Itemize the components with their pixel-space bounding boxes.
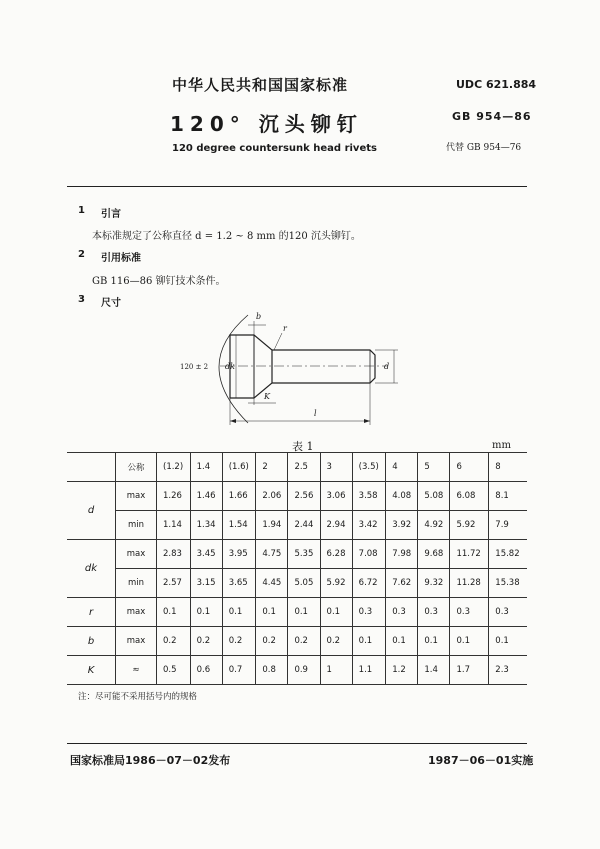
table-cell: 0.1 bbox=[157, 598, 191, 627]
section-2-text: GB 116—86 铆钉技术条件。 bbox=[92, 276, 226, 287]
issuing-country-standard-label: 中华人民共和国国家标准 bbox=[172, 76, 349, 94]
table-cell: 1 bbox=[320, 656, 352, 685]
row-symbol-r: r bbox=[67, 598, 116, 627]
table-cell: 0.2 bbox=[288, 627, 320, 656]
row-label: min bbox=[116, 569, 157, 598]
table-cell: 11.28 bbox=[450, 569, 489, 598]
table-cell: 5.05 bbox=[288, 569, 320, 598]
udc-code: UDC 621.884 bbox=[456, 78, 537, 91]
table-cell: 0.9 bbox=[288, 656, 320, 685]
table-header-row bbox=[67, 453, 527, 482]
table-cell: 4.92 bbox=[418, 511, 450, 540]
table-cell: 15.82 bbox=[489, 540, 527, 569]
table-row bbox=[67, 511, 527, 540]
table-cell: 1.26 bbox=[157, 482, 191, 511]
table-caption: 表 1 bbox=[292, 440, 314, 453]
table-cell: 0.5 bbox=[157, 656, 191, 685]
label-d: d bbox=[384, 362, 390, 371]
table-cell: 0.2 bbox=[190, 627, 222, 656]
table-cell: 2.44 bbox=[288, 511, 320, 540]
nominal-cell: 2 bbox=[256, 453, 288, 482]
table-cell: 1.14 bbox=[157, 511, 191, 540]
table-cell: 0.1 bbox=[222, 598, 256, 627]
section-2-title: 引用标准 bbox=[101, 253, 141, 264]
table-cell: 4.75 bbox=[256, 540, 288, 569]
label-K: K bbox=[264, 392, 270, 401]
rivet-head-outline bbox=[230, 335, 272, 398]
row-label: min bbox=[116, 511, 157, 540]
nominal-cell: 5 bbox=[418, 453, 450, 482]
row-label: max bbox=[116, 598, 157, 627]
table-cell: 0.1 bbox=[386, 627, 418, 656]
section-1-title: 引言 bbox=[101, 209, 121, 220]
nominal-cell: 4 bbox=[386, 453, 418, 482]
table-cell: 2.3 bbox=[489, 656, 527, 685]
table-row bbox=[67, 656, 527, 685]
table-cell: 15.38 bbox=[489, 569, 527, 598]
table-row bbox=[67, 598, 527, 627]
nominal-cell: (1.2) bbox=[157, 453, 191, 482]
label-l: l bbox=[314, 409, 317, 418]
table-cell: 3.45 bbox=[190, 540, 222, 569]
row-label: ≈ bbox=[116, 656, 157, 685]
table-cell: 0.3 bbox=[450, 598, 489, 627]
table-cell: 1.46 bbox=[190, 482, 222, 511]
table-cell: 3.65 bbox=[222, 569, 256, 598]
section-3-number: 3 bbox=[78, 294, 85, 305]
issue-date: 国家标准局1986－07－02发布 bbox=[70, 754, 231, 767]
table-cell: 1.54 bbox=[222, 511, 256, 540]
table-cell: 3.15 bbox=[190, 569, 222, 598]
document-title-cn: 120° 沉头铆钉 bbox=[170, 112, 363, 136]
table-cell: 0.1 bbox=[489, 627, 527, 656]
table-cell: 8.1 bbox=[489, 482, 527, 511]
nominal-cell: 8 bbox=[489, 453, 527, 482]
table-cell: 9.32 bbox=[418, 569, 450, 598]
gb-number: GB 954—86 bbox=[452, 110, 532, 123]
table-cell: 3.95 bbox=[222, 540, 256, 569]
table-cell: 5.92 bbox=[450, 511, 489, 540]
nominal-cell: 2.5 bbox=[288, 453, 320, 482]
table-cell: 3.58 bbox=[352, 482, 386, 511]
table-cell: 11.72 bbox=[450, 540, 489, 569]
table-cell: 6.28 bbox=[320, 540, 352, 569]
row-label: max bbox=[116, 482, 157, 511]
table-row bbox=[67, 540, 527, 569]
nominal-cell: 1.4 bbox=[190, 453, 222, 482]
effective-date: 1987－06－01实施 bbox=[428, 754, 534, 767]
table-cell: 0.1 bbox=[256, 598, 288, 627]
table-cell: 0.2 bbox=[320, 627, 352, 656]
table-cell: 2.83 bbox=[157, 540, 191, 569]
row-symbol-dk: dk bbox=[67, 540, 116, 598]
section-3-title: 尺寸 bbox=[101, 298, 121, 309]
nominal-cell: 3 bbox=[320, 453, 352, 482]
nominal-cell: (3.5) bbox=[352, 453, 386, 482]
row-symbol-b: b bbox=[67, 627, 116, 656]
table-cell: 0.1 bbox=[190, 598, 222, 627]
nominal-label: 公称 bbox=[116, 453, 157, 482]
table-cell: 7.08 bbox=[352, 540, 386, 569]
table-cell: 0.1 bbox=[450, 627, 489, 656]
footer-divider bbox=[67, 743, 527, 744]
table-cell: 2.56 bbox=[288, 482, 320, 511]
table-cell: 9.68 bbox=[418, 540, 450, 569]
table-cell: 0.1 bbox=[352, 627, 386, 656]
table-cell: 0.7 bbox=[222, 656, 256, 685]
table-cell: 2.94 bbox=[320, 511, 352, 540]
table-cell: 4.08 bbox=[386, 482, 418, 511]
table-cell: 0.3 bbox=[352, 598, 386, 627]
rivet-dimension-table bbox=[67, 452, 527, 685]
table-unit: mm bbox=[492, 440, 511, 451]
r-leader-line bbox=[274, 333, 282, 350]
table-cell: 7.62 bbox=[386, 569, 418, 598]
table-cell: 0.1 bbox=[418, 627, 450, 656]
table-cell: 6.72 bbox=[352, 569, 386, 598]
rivet-shank-outline bbox=[272, 350, 375, 383]
table-cell: 1.34 bbox=[190, 511, 222, 540]
table-cell: 0.2 bbox=[157, 627, 191, 656]
table-cell: 6.08 bbox=[450, 482, 489, 511]
section-1-text: 本标准规定了公称直径 d = 1.2 ~ 8 mm 的120 沉头铆钉。 bbox=[92, 231, 361, 242]
table-cell: 0.1 bbox=[288, 598, 320, 627]
section-2-number: 2 bbox=[78, 249, 85, 260]
section-1-number: 1 bbox=[78, 205, 85, 216]
table-note: 注：尽可能不采用括号内的规格 bbox=[78, 692, 198, 702]
table-cell: 1.1 bbox=[352, 656, 386, 685]
nominal-cell: 6 bbox=[450, 453, 489, 482]
row-label: max bbox=[116, 540, 157, 569]
table-cell: 0.3 bbox=[418, 598, 450, 627]
table-row bbox=[67, 569, 527, 598]
table-cell: 0.6 bbox=[190, 656, 222, 685]
table-cell: 2.06 bbox=[256, 482, 288, 511]
table-cell: 7.9 bbox=[489, 511, 527, 540]
table-cell: 0.3 bbox=[489, 598, 527, 627]
table-cell: 3.06 bbox=[320, 482, 352, 511]
replaces-standard: 代替 GB 954—76 bbox=[446, 143, 522, 153]
table-cell: 1.2 bbox=[386, 656, 418, 685]
document-title-en: 120 degree countersunk head rivets bbox=[172, 143, 377, 154]
table-cell: 0.3 bbox=[386, 598, 418, 627]
table-cell: 4.45 bbox=[256, 569, 288, 598]
table-cell: 0.2 bbox=[222, 627, 256, 656]
table-cell: 3.92 bbox=[386, 511, 418, 540]
table-cell: 2.57 bbox=[157, 569, 191, 598]
nominal-cell: (1.6) bbox=[222, 453, 256, 482]
table-cell: 0.1 bbox=[320, 598, 352, 627]
table-cell: 1.4 bbox=[418, 656, 450, 685]
row-symbol-K: K bbox=[67, 656, 116, 685]
table-cell: 5.08 bbox=[418, 482, 450, 511]
table-cell: 0.8 bbox=[256, 656, 288, 685]
table-row bbox=[67, 627, 527, 656]
table-cell: 1.66 bbox=[222, 482, 256, 511]
row-label: max bbox=[116, 627, 157, 656]
header-divider bbox=[67, 186, 527, 187]
table-cell: 7.98 bbox=[386, 540, 418, 569]
label-b: b bbox=[256, 312, 262, 321]
table-row bbox=[67, 482, 527, 511]
table-cell: 5.92 bbox=[320, 569, 352, 598]
table-cell: 5.35 bbox=[288, 540, 320, 569]
table-cell: 3.42 bbox=[352, 511, 386, 540]
row-symbol-d: d bbox=[67, 482, 116, 540]
label-dk: dk bbox=[225, 362, 235, 371]
table-cell: 1.7 bbox=[450, 656, 489, 685]
label-angle: 120 ± 2 bbox=[180, 363, 209, 371]
table-cell: 0.2 bbox=[256, 627, 288, 656]
label-r: r bbox=[283, 324, 287, 333]
table-cell: 1.94 bbox=[256, 511, 288, 540]
